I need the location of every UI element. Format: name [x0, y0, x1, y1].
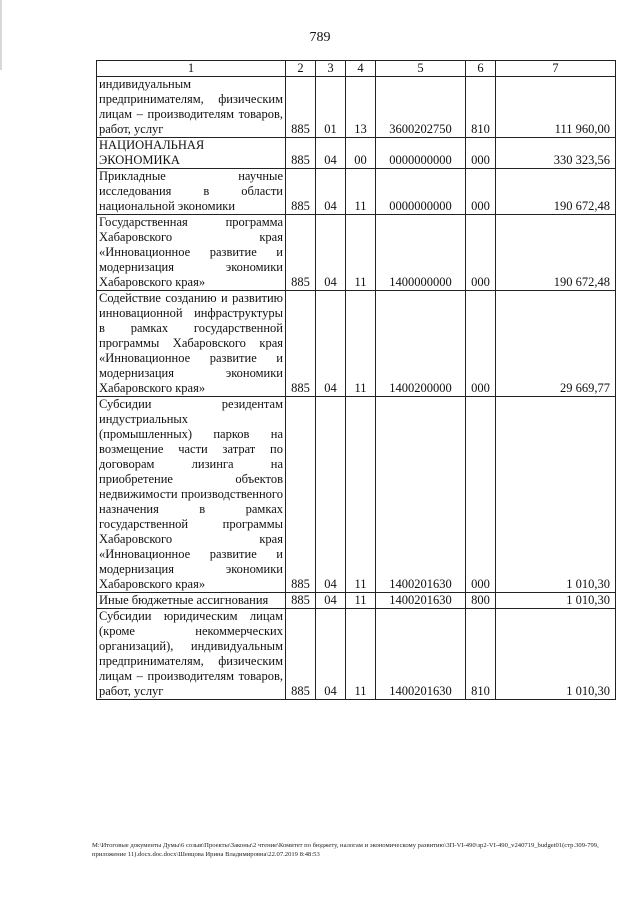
- cell-expense-type: 000: [466, 397, 496, 593]
- cell-ministry-code: 885: [286, 397, 316, 593]
- cell-subsection: 11: [346, 593, 376, 609]
- cell-subsection: 13: [346, 77, 376, 138]
- page-number: 789: [309, 30, 331, 45]
- cell-expense-type: 800: [466, 593, 496, 609]
- column-header: 7: [496, 61, 616, 77]
- cell-subsection: 11: [346, 291, 376, 397]
- table-row: [97, 215, 616, 291]
- cell-amount: 1 010,30: [496, 397, 616, 593]
- row-name: Иные бюджетные ассигнования: [97, 593, 286, 609]
- cell-target-article: 0000000000: [376, 138, 466, 169]
- row-name: Субсидии резидентам индустриальных (промышленных) парков на возмещение части затрат по договорам лизинга на приобретение объектов недвижимости производственного назначения в рамках государственной программы Хабаровского края «Инновационное развитие и модернизация экономики Хабаровского края»: [97, 397, 286, 593]
- table-row: [97, 291, 616, 397]
- cell-ministry-code: 885: [286, 609, 316, 700]
- cell-ministry-code: 885: [286, 169, 316, 215]
- row-name: индивидуальным предпринимателям, физическим лицам – производителям товаров, работ, услуг: [97, 77, 286, 138]
- row-name: НАЦИОНАЛЬНАЯ ЭКОНОМИКА: [97, 138, 286, 169]
- column-header: 1: [97, 61, 286, 77]
- cell-amount: 330 323,56: [496, 138, 616, 169]
- table-row: [97, 138, 616, 169]
- cell-ministry-code: 885: [286, 77, 316, 138]
- cell-target-article: 1400000000: [376, 215, 466, 291]
- row-name: Государственная программа Хабаровского края «Инновационное развитие и модернизация экономики Хабаровского края»: [97, 215, 286, 291]
- row-name: Субсидии юридическим лицам (кроме некоммерческих организаций), индивидуальным предпринимателям, физическим лицам – производителям товаров, работ, услуг: [97, 609, 286, 700]
- cell-amount: 29 669,77: [496, 291, 616, 397]
- column-header: 6: [466, 61, 496, 77]
- budget-table: [96, 60, 616, 700]
- cell-target-article: 1400201630: [376, 593, 466, 609]
- document-footer-path: M:\Итоговые документы Думы\6 созыв\Проекты\Законы\2 чтение\Комитет по бюджету, налогам и экономическому развитию\3П-VI-490\зр2-VI-490_v240719_budget01(стр.309-799, приложение 11).docx.doc.docx\Шевцова Ирина Владимировна\22.07.2019 8:48:53: [92, 842, 599, 858]
- cell-section: 04: [316, 138, 346, 169]
- cell-amount: 1 010,30: [496, 593, 616, 609]
- table-row: [97, 397, 616, 593]
- cell-subsection: 00: [346, 138, 376, 169]
- row-name: Прикладные научные исследования в области национальной экономики: [97, 169, 286, 215]
- table-row: [97, 609, 616, 700]
- cell-subsection: 11: [346, 215, 376, 291]
- cell-expense-type: 000: [466, 215, 496, 291]
- cell-subsection: 11: [346, 169, 376, 215]
- column-header: 5: [376, 61, 466, 77]
- cell-target-article: 3600202750: [376, 77, 466, 138]
- column-header: 3: [316, 61, 346, 77]
- cell-amount: 190 672,48: [496, 169, 616, 215]
- cell-amount: 1 010,30: [496, 609, 616, 700]
- cell-expense-type: 000: [466, 138, 496, 169]
- table-row: [97, 77, 616, 138]
- cell-target-article: 1400200000: [376, 291, 466, 397]
- column-header: 2: [286, 61, 316, 77]
- table-header-row: [97, 61, 616, 77]
- cell-ministry-code: 885: [286, 593, 316, 609]
- cell-ministry-code: 885: [286, 291, 316, 397]
- cell-target-article: 0000000000: [376, 169, 466, 215]
- cell-amount: 111 960,00: [496, 77, 616, 138]
- cell-subsection: 11: [346, 397, 376, 593]
- column-header: 4: [346, 61, 376, 77]
- cell-expense-type: 810: [466, 77, 496, 138]
- cell-section: 04: [316, 169, 346, 215]
- cell-ministry-code: 885: [286, 138, 316, 169]
- cell-expense-type: 000: [466, 169, 496, 215]
- cell-section: 01: [316, 77, 346, 138]
- cell-section: 04: [316, 215, 346, 291]
- cell-amount: 190 672,48: [496, 215, 616, 291]
- cell-expense-type: 810: [466, 609, 496, 700]
- cell-section: 04: [316, 291, 346, 397]
- cell-expense-type: 000: [466, 291, 496, 397]
- cell-target-article: 1400201630: [376, 609, 466, 700]
- cell-ministry-code: 885: [286, 215, 316, 291]
- cell-target-article: 1400201630: [376, 397, 466, 593]
- row-name: Содействие созданию и развитию инновационной инфраструктуры в рамках государственной программы Хабаровского края «Инновационное развитие и модернизация экономики Хабаровского края»: [97, 291, 286, 397]
- table-row: [97, 593, 616, 609]
- cell-subsection: 11: [346, 609, 376, 700]
- cell-section: 04: [316, 397, 346, 593]
- cell-section: 04: [316, 593, 346, 609]
- table-row: [97, 169, 616, 215]
- cell-section: 04: [316, 609, 346, 700]
